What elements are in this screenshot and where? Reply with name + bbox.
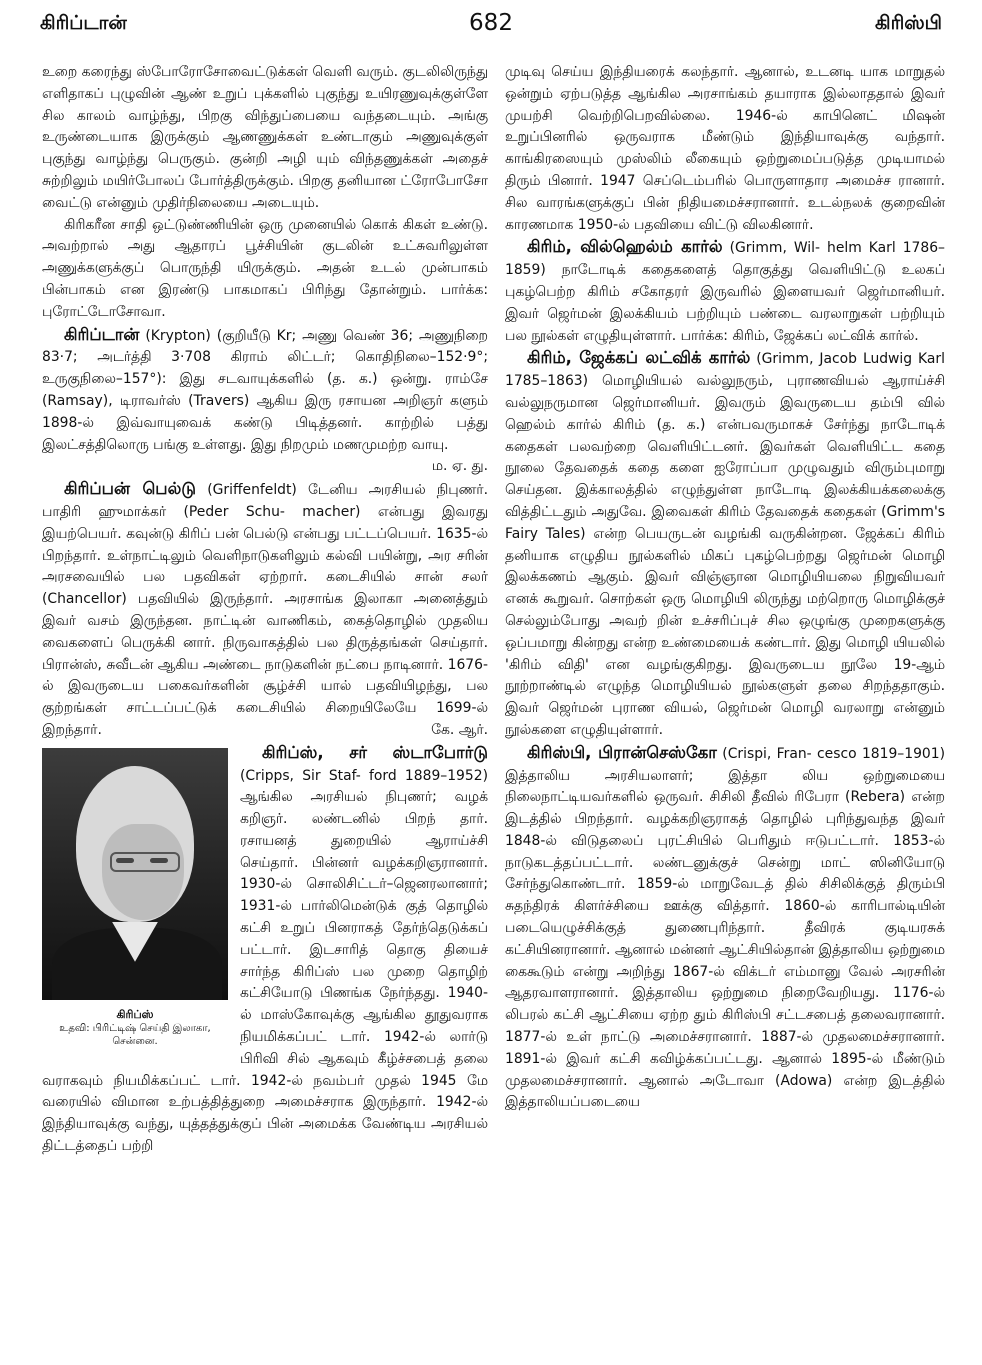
entry-term-krypton: கிரிப்டான் <box>64 324 140 344</box>
entry-term-wilhelm-grimm: கிரிம், வில்ஹெல்ம் கார்ல் <box>527 237 723 257</box>
portrait-figure <box>42 748 228 1048</box>
entry-text-griffenfeldt: (Griffenfeldt) டேனிய அரசியல் நிபுணர். பாதிரி ஹுமாக்கர் (Peder Schu- macher) என்பது இவரது இயற்பெயர். கவுன்டு கிரிப் பன் பெல்டு என்பது பட்டப்பெயர். 1635-ல் பிறந்தார். உள்நாட்டிலும் வெளிநாடுகளிலும் கல்வி பயின்று, அர சரின் அரசவையில் பல பதவிகள் ஏற்றார். கடைசியில் சான் சலர் (Chancellor) பதவியில் இருந்தார். அரசாங்க இலாகா அனைத்தும் இவர் வசம் இருந்தன. நாட்டின் வாணிகம், கைத்தொழில் முதலிய வைகளைப் பெருக்கி னார். நிருவாகத்தில் பல திருத்தங்கள் செய்தார். பிரான்ஸ், சுவீடன் ஆகிய அண்டை நாடுகளின் நட்பை நாடினார். 1676-ல் இவருடைய பகைவர்களின் சூழ்ச்சி யால் பதவியிழந்து, பல குற்றங்கள் சாட்டப்பட்டுக் கடைசியில் சிறையிலேயே 1699-ல் இறந்தார். <box>42 482 488 738</box>
left-column <box>42 62 488 1158</box>
entry-term-jacob-grimm: கிரிம், ஜேக்கப் லட்விக் கார்ல் <box>527 348 751 368</box>
entry-text-krypton: (Krypton) (குறியீடு Kr; அணு வெண் 36; அணுநிறை 83·7; அடர்த்தி 3·708 கிராம் லிட்டர்; கொதிநிலை–152·9°; உருகுநிலை–157°): இது சடவாயுக்களில் (த. க.) ஒன்று. ராம்சே (Ramsay), டிராவர்ஸ் (Travers) ஆகிய இரு ரசாயன அறிஞர் களும் 1898-ல் இவ்வாயுவைக் கண்டு பிடித்தனர். காற்றில் பத்து இலட்சத்திலொரு பங்கு உள்ளது. இது நிறமும் மணமுமற்ற வாயு. <box>42 327 489 453</box>
signature-krypton: ம. ஏ. து. <box>431 458 488 475</box>
entry-term-griffenfeldt: கிரிப்பன் பெல்டு <box>64 479 197 499</box>
entry-text-crispi: (Crispi, Fran- cesco 1819–1901) இத்தாலிய அரசியலாளர்; இத்தா லிய ஒற்றுமையை நிலைநாட்டியவர்களில் ஒருவர். சிசிலி தீவில் ரிபேரா (Rebera) என்ற இடத்தில் பிறந்தார். வழக்கறிஞராகத் தொழில் புரிந்துவந்த இவர் 1848-ல் விடுதலைப் புரட்சியில் பெரிதும் ஈடுபட்டார். 1853-ல் நாடுகடத்தப்பட்டார். லண்டனுக்குச் சென்று மாட் ஸினியோடு சேர்ந்துகொண்டார். 1859-ல் மாறுவேடத் தில் சிசிலிக்குத் திரும்பி சுதந்திரக் கிளர்ச்சியை ஊக்கு வித்தார். 1860-ல் காரிபால்டியின் படையெழுச்சிக்குத் துணைபுரிந்தார். தீவிரக் குடியரசுக் கட்சியினரானார். ஆனால் மன்னர் ஆட்சியில்தான் இத்தாலிய ஒற்றுமை கைகூடும் என்று அறிந்து 1867-ல் விக்டர் எம்மானு வேல் அரசரின் ஆதரவாளரானார். இத்தாலிய ஒற்றுமை நிறைவேறியது. 1176-ல் லிபரல் கட்சி ஆட்சியை ஏற்ற தும் கிரிஸ்பி சட்டசபைத் தலைவரானார். 1877-ல் உள் நாட்டு அமைச்சரானார். 1887-ல் முதலமைச்சரானார். 1891-ல் இவர் கட்சி கவிழ்க்கப்பட்டது. ஆனால் 1895-ல் மீண்டும் முதலமைச்சரானார். ஆனால் அடோவா (Adowa) என்ற இடத்தில் இத்தாலியப்படையை <box>505 745 946 1111</box>
portrait-photo-cripps <box>42 748 228 1000</box>
entry-krypton <box>42 324 489 475</box>
entry-griffenfeldt <box>42 478 488 742</box>
entry-wilhelm-grimm <box>505 236 945 347</box>
gregarine-paragraph-2: கிரிகரீன சாதி ஒட்டுண்ணியின் ஒரு முனையில் கொக் கிகள் உண்டு. அவற்றால் அது ஆதாரப் பூச்சியின் குடலின் உட்சுவரிலுள்ள அணுக்களுக்குப் பொருந்தி யிருக்கும். அதன் உடல் முன்பாகம் பின்பாகம் என இரண்டு பாகமாகப் பிரிந்து தோன்றும். பார்க்க: புரோட்டோசோவா. <box>42 216 488 320</box>
cripps-continued: முடிவு செய்ய இந்தியரைக் கலந்தார். ஆனால், உடனடி யாக மாறுதல் ஒன்றும் ஏற்படுத்த ஆங்கில அரசாங்கம் தயாராக இல்லாததால் இவர் முயற்சி வெற்றிபெறவில்லை. 1946-ல் காபினெட் மிஷன் உறுப்பினரில் ஒருவராக மீண்டும் இந்தியாவுக்கு வந்தார். காங்கிரஸையும் முஸ்லிம் லீகையும் ஒற்றுமைப்படுத்த முடியாமல் திரும் பினார். 1947 செப்டெம்பரில் பொருளாதார அமைச்ச ரானார். சில வாரங்களுக்குப் பின் நிதியமைச்சரானார். உடல்நலக் குறைவின் காரணமாக 1950-ல் பதவியை விட்டு விலகினார். <box>505 64 945 233</box>
page-number: 682 <box>469 10 513 36</box>
portrait-caption: கிரிப்ஸ் <box>116 1007 154 1021</box>
header-right-term: கிரிஸ்பி <box>875 12 942 34</box>
entry-term-crispi: கிரிஸ்பி, பிரான்செஸ்கோ <box>527 742 717 762</box>
entry-crispi <box>505 742 945 1115</box>
header-left-term: கிரிப்டான் <box>40 12 127 34</box>
entry-jacob-grimm <box>505 347 945 741</box>
entry-text-wilhelm-grimm: (Grimm, Wil- helm Karl 1786–1859) நாடோடிக் கதைகளைத் தொகுத்து வெளியிட்டு உலகப் புகழ்பெற்ற கிரிம் சகோதரர் இருவரில் இளையவர் ஜெர்மானியர். இவர் ஜெர்மன் இலக்கியம் பற்றியும் பண்டை வரலாறுகள் பற்றியும் பல நூல்கள் எழுதியுள்ளார். பார்க்க: கிரிம், ஜேக்கப் லட்விக் கார்ல். <box>505 240 946 344</box>
gregarine-paragraph-1: உறை கரைந்து ஸ்போரோசோவைட்டுக்கள் வெளி வரும். குடலிலிருந்து எளிதாகப் புழுவின் ஆண் உறுப் புக்களில் புகுந்து உயிரணுவுக்குள்ளே சில காலம் வாழ்ந்து, பிறகு விந்துப்பையை வந்தடையும். அங்கு உருண்டையாக இருக்கும் ஆணணுக்கள் உண்டாகும் அணுவுக்குள் புகுந்து வாழ்ந்து பெருகும். குன்றி அழி யும் விந்தணுக்கள் அதைச் சுற்றிலும் மயிர்போலப் போர்த்திருக்கும். பிறகு தனியான ட்ரோபோசோ வைட்டு என்னும் முதிர்நிலையை அடையும். <box>42 64 488 211</box>
entry-text-jacob-grimm: (Grimm, Jacob Ludwig Karl 1785–1863) மொழியியல் வல்லுநரும், புராணவியல் ஆராய்ச்சி வல்லுநருமான ஜெர்மானியர். இவரும் இவருடைய தம்பி வில் ஹெல்ம் கார்ல் கிரிம் (த. க.) என்பவருமாகச் சேர்ந்து நாடோடிக் கதைகள் பலவற்றை வெளியிட்டனர். இவர்கள் வெளியிட்ட கதை நூலை தேவதைக் கதை களை ஐரோப்பா முழுவதும் விரும்புமாறு செய்தன. இக்காலத்தில் எழுந்துள்ள நாடோடி இலக்கியக்கலைக்கு வித்திட்டதும் அதுவே. இவைகள் கிரிம் தேவதைக் கதைகள் (Grimm's Fairy Tales) என்ற பெயருடன் வழங்கி வருகின்றன. ஜேக்கப் கிரிம் தனியாக எழுதிய நூல்களில் மிகப் புகழ்பெற்றது ஜெர்மன் மொழி இலக்கணம் ஆகும். இவர் விஞ்ஞான மொழியியலை நிறுவியவர் எனக் கூறுவர். சொற்கள் ஒரு மொழியி லிருந்து மற்றொரு மொழிக்குச் செல்லும்போது அவற் றின் உச்சரிப்புச் சில ஒழுங்கு முறைகளுக்கு ஒப்பமாறு கின்றது என்ற உண்மையைக் கண்டார். இது மொழி யியலில் 'கிரிம் விதி' என வழங்குகிறது. இவருடைய நூலே 19-ஆம் நூற்றாண்டில் எழுந்த மொழியியல் நூல்களுள் தலை சிறந்ததாகும். இவர் ஜெர்மன் புராண வியல், ஜெர்மன் மொழி வரலாறு என்னும் நூல்களை எழுதியுள்ளார். <box>505 351 945 738</box>
page-header <box>40 12 942 48</box>
right-column <box>505 62 945 1114</box>
portrait-credit: உதவி: பிரிட்டிஷ் செய்தி இலாகா, சென்னை. <box>59 1022 211 1047</box>
entry-term-cripps: கிரிப்ஸ், சர் ஸ்டாபோர்டு <box>262 742 488 762</box>
entry-text-cripps: (Cripps, Sir Staf- ford 1889–1952) ஆங்கில அரசியல் நிபுணர்; வழக் கறிஞர். லண்டனில் பிறந் தார். ரசாயனத் துறையில் ஆராய்ச்சி செய்தார். பின்னர் வழக்கறிஞரானார். 1930-ல் சொலிசிட்டர்–ஜெனரலானார்; 1931-ல் பார்லிமென்டுக் குத் தொழில் கட்சி உறுப் பினராகத் தேர்ந்தெடுக்கப் பட்டார். இடசாரித் தொகு தியைச் சார்ந்த கிரிப்ஸ் பல முறை தொழிற் கட்சியோடு பிணங்க நேர்ந்தது. 1940-ல் மாஸ்கோவுக்கு ஆங்கில தூதுவராக நியமிக்கப்பட் டார். 1942-ல் லார்டு பிரிவி சில் ஆகவும் கீழ்ச்சபைத் தலை வராகவும் நியமிக்கப்பட் டார். 1942-ல் நவம்பர் முதல் 1945 மே வரையில் விமான உற்பத்தித்துறை அமைச்சராக இருந்தார். 1942-ல் இந்தியாவுக்கு வந்து, யுத்தத்துக்குப் பின் அமைக்க வேண்டிய அரசியல் திட்டத்தைப் பற்றி <box>42 767 488 1155</box>
signature-griffenfeldt: கே. ஆர். <box>431 721 488 738</box>
